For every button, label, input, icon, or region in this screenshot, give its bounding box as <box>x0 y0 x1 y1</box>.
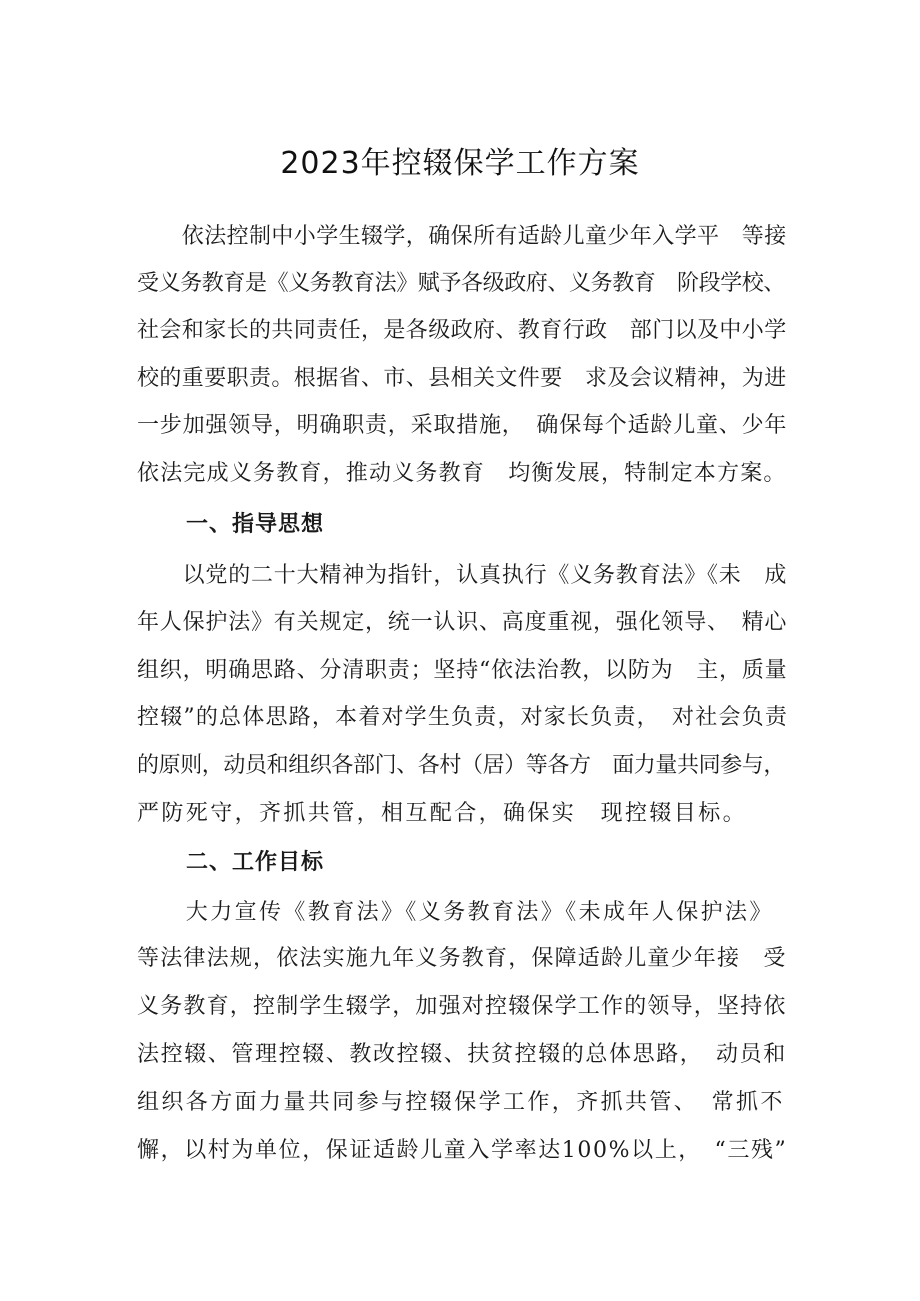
section-2-line-4: 法控辍、管理控辍、教改控辍、扶贫控辍的总体思路， 动员和 <box>137 1042 787 1067</box>
section-1-heading: 一、指导思想 <box>186 512 325 537</box>
document-title: 2023年控辍保学工作方案 <box>280 146 640 181</box>
section-2-line-1: 大力宣传《教育法》《义务教育法》《未成年人保护法》 <box>137 900 774 925</box>
section-2-line-6: 懈，以村为单位，保证适龄儿童入学率达100%以上， “三残” <box>137 1138 788 1163</box>
intro-line-3: 社会和家长的共同责任，是各级政府、教育行政 部门以及中小学 <box>137 318 787 343</box>
section-2-line-2: 等法律法规，依法实施九年义务教育，保障适龄儿童少年接 受 <box>137 946 787 971</box>
section-1-line-4: 控辍”的总体思路，本着对学生负责，对家长负责， 对社会负责 <box>137 705 789 730</box>
section-1-line-2: 年人保护法》有关规定，统一认识、高度重视，强化领导、 精心 <box>137 610 788 635</box>
intro-line-1: 依法控制中小学生辍学，确保所有适龄儿童少年入学平 等接 <box>137 224 787 249</box>
section-1-line-1: 以党的二十大精神为指针，认真执行《义务教育法》《未 成 <box>137 563 788 588</box>
intro-line-2: 受义务教育是《义务教育法》赋予各级政府、义务教育 阶段学校、 <box>137 271 786 296</box>
section-1-line-3: 组织，明确思路、分清职责；坚持“依法治教，以防为 主，质量 <box>137 658 788 683</box>
section-1-line-5: 的原则，动员和组织各部门、各村（居）等各方 面力量共同参与， <box>137 753 786 778</box>
section-1-line-6: 严防死守，齐抓共管，相互配合，确保实 现控辍目标。 <box>137 801 748 826</box>
section-2-line-5: 组织各方面力量共同参与控辍保学工作，齐抓共管、 常抓不 <box>137 1090 785 1115</box>
section-2-heading: 二、工作目标 <box>186 850 325 875</box>
section-2-line-3: 义务教育，控制学生辍学，加强对控辍保学工作的领导，坚持依 <box>137 994 787 1019</box>
intro-line-6: 依法完成义务教育，推动义务教育 均衡发展，特制定本方案。 <box>137 461 787 486</box>
intro-line-4: 校的重要职责。根据省、市、县相关文件要 求及会议精神，为进 <box>137 366 787 391</box>
intro-line-5: 一步加强领导，明确职责，采取措施， 确保每个适龄儿童、少年 <box>137 413 788 438</box>
